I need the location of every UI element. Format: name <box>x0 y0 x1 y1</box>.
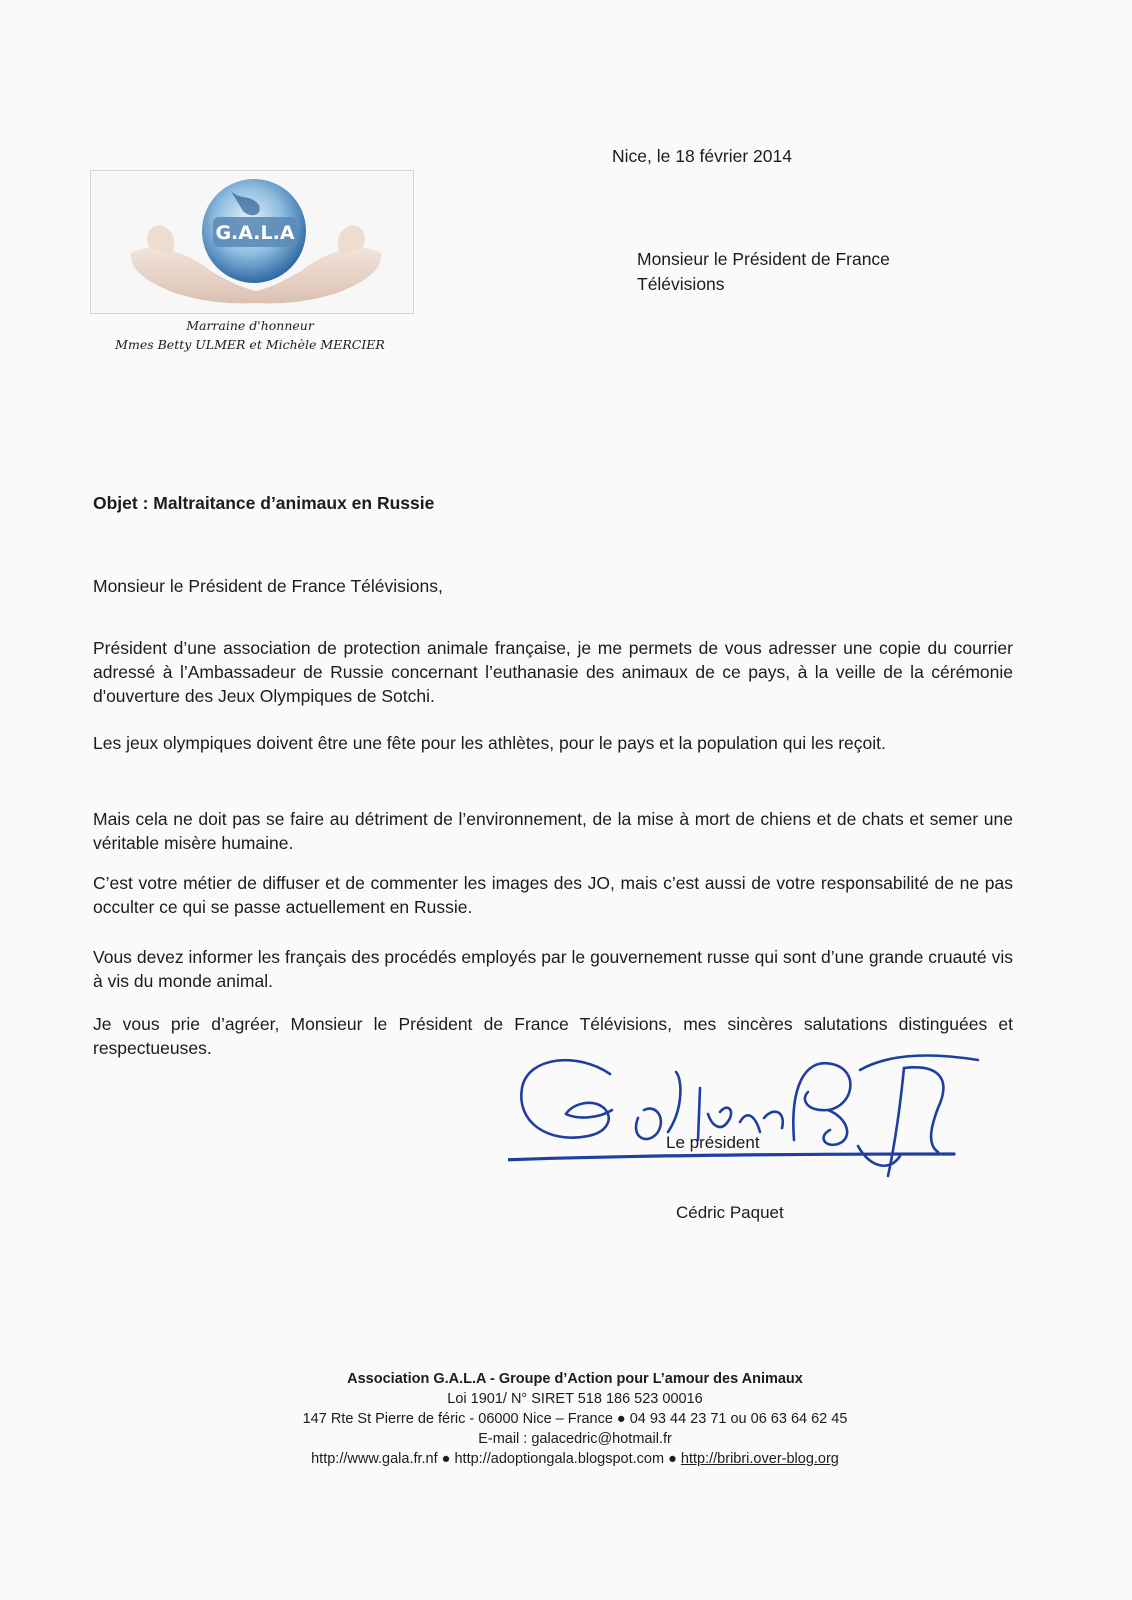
signature-block <box>508 1048 988 1198</box>
footer-association-name: Association G.A.L.A - Groupe d’Action pour L’amour des Animaux <box>347 1371 803 1387</box>
body-paragraph: C’est votre métier de diffuser et de commenter les images des JO, mais c’est aussi de votre responsabilité de ne pas occulter ce qui se passe actuellement en Russie. <box>93 873 1013 917</box>
footer-siret: Loi 1901/ N° SIRET 518 186 523 00016 <box>447 1391 703 1407</box>
footer-websites <box>175 1449 975 1469</box>
letter-body <box>93 636 1013 725</box>
salutation: Monsieur le Président de France Télévisions, <box>93 576 443 596</box>
letter-body <box>93 731 1013 772</box>
footer-address: 147 Rte St Pierre de féric - 06000 Nice – France ● 04 93 44 23 71 ou 06 63 64 62 45 <box>302 1411 848 1427</box>
footer-separator: ● <box>437 1451 455 1467</box>
footer-email: E-mail : galacedric@hotmail.fr <box>478 1431 672 1447</box>
footer-separator: ● <box>664 1451 681 1467</box>
letter-body <box>93 945 1013 1010</box>
association-logo <box>90 170 414 314</box>
hands-globe-logo-image <box>91 171 413 313</box>
recipient-address <box>637 247 890 297</box>
letter-body <box>93 807 1013 872</box>
footer <box>175 1369 975 1469</box>
letter-body <box>93 871 1013 936</box>
recipient-line: Télévisions <box>637 274 725 294</box>
body-paragraph: Je vous prie d’agréer, Monsieur le Président de France Télévisions, mes sincères salutations distinguées et respectueuses. <box>93 1014 1013 1058</box>
handwritten-signature <box>508 1048 988 1198</box>
signature-title: Le président <box>666 1133 760 1152</box>
place-date: Nice, le 18 février 2014 <box>612 146 792 166</box>
logo-text: G.A.L.A <box>215 222 295 244</box>
honorary-sponsor-label: Marraine d'honneur <box>186 318 314 333</box>
footer-website-link[interactable]: http://bribri.over-blog.org <box>680 1451 839 1467</box>
signer-name: Cédric Paquet <box>676 1203 784 1222</box>
recipient-line: Monsieur le Président de France <box>637 249 890 269</box>
footer-website-link[interactable]: http://adoptiongala.blogspot.com <box>454 1451 665 1467</box>
body-paragraph: Vous devez informer les français des procédés employés par le gouvernement russe qui sont d’une grande cruauté vis à vis du monde animal. <box>93 947 1013 991</box>
body-paragraph: Les jeux olympiques doivent être une fête pour les athlètes, pour le pays et la population qui les reçoit. <box>93 733 886 753</box>
body-paragraph: Mais cela ne doit pas se faire au détriment de l’environnement, de la mise à mort de chiens et de chats et semer une véritable misère humaine. <box>93 809 1013 853</box>
body-paragraph: Président d’une association de protection animale française, je me permets de vous adresser une copie du courrier adressé à l’Ambassadeur de Russie concernant l’euthanasie des animaux de ce pays, à la veille de la cérémonie d'ouverture des Jeux Olympiques de Sotchi. <box>93 638 1013 706</box>
footer-website-link[interactable]: http://www.gala.fr.nf <box>311 1451 438 1467</box>
honorary-sponsor-names: Mmes Betty ULMER et Michèle MERCIER <box>115 337 385 352</box>
subject-line: Objet : Maltraitance d’animaux en Russie <box>93 493 435 513</box>
